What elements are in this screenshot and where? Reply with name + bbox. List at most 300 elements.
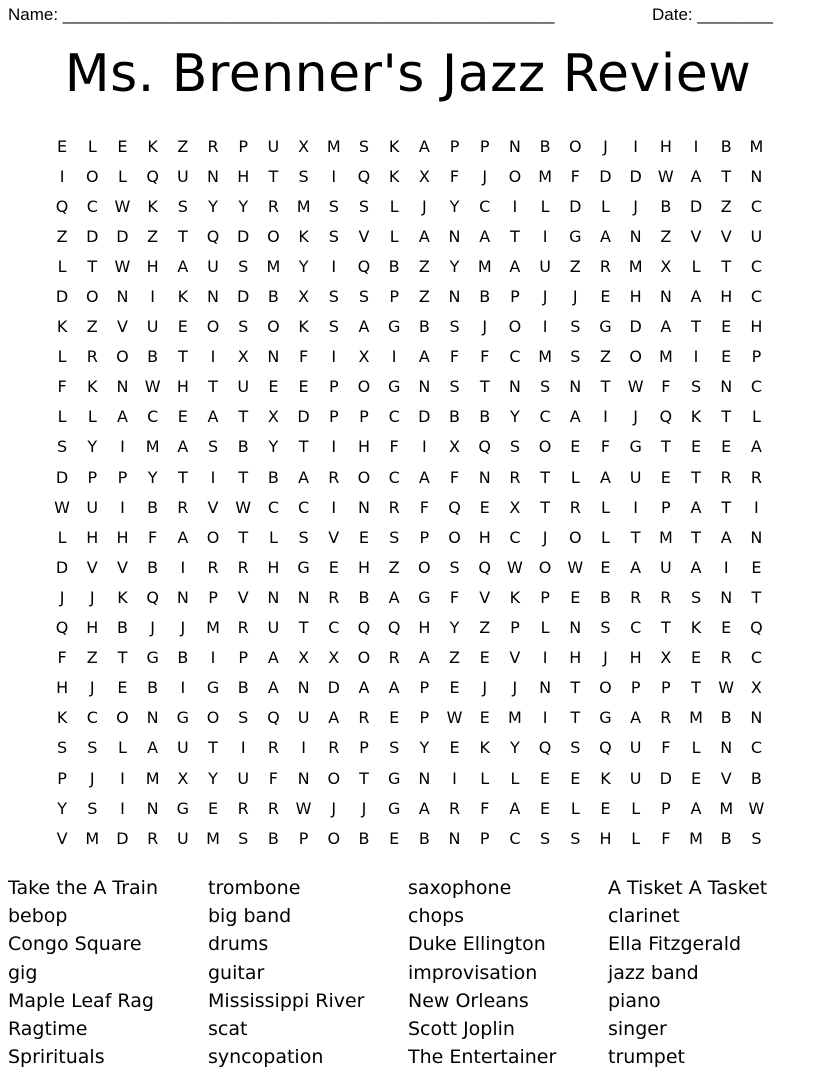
grid-letter: A <box>388 678 400 698</box>
grid-letter: B <box>147 557 159 577</box>
grid-letter: S <box>328 317 339 337</box>
grid-letter: Y <box>147 467 158 487</box>
grid-letter: Q <box>387 618 401 638</box>
grid-letter: D <box>55 287 69 307</box>
grid-letter: S <box>600 618 611 638</box>
grid-letter: B <box>147 347 159 367</box>
grid-letter: E <box>449 738 460 758</box>
grid-letter: D <box>629 317 642 337</box>
grid-letter: B <box>750 768 762 788</box>
grid-letter: N <box>569 618 582 638</box>
grid-letter: N <box>146 708 159 728</box>
grid-letter: J <box>59 587 65 607</box>
grid-letter: A <box>599 226 611 246</box>
grid-letter: O <box>629 347 642 367</box>
grid-letter: E <box>540 798 551 818</box>
grid-letter: R <box>237 557 249 577</box>
grid-letter: R <box>599 256 612 276</box>
grid-letter: T <box>540 467 550 487</box>
grid-letter: U <box>86 497 99 517</box>
grid-letter: B <box>177 648 189 668</box>
grid-letter: E <box>268 377 279 397</box>
grid-letter: U <box>659 557 672 577</box>
grid-letter: I <box>542 226 548 246</box>
grid-letter: N <box>720 587 733 607</box>
grid-letter: H <box>418 618 431 638</box>
grid-letter: H <box>478 527 491 547</box>
grid-letter: M <box>206 618 220 638</box>
grid-letter: C <box>509 347 521 367</box>
grid-letter: E <box>751 557 762 577</box>
grid-letter: R <box>86 347 98 367</box>
grid-letter: F <box>57 377 67 397</box>
grid-letter: L <box>57 407 67 427</box>
grid-letter: M <box>296 196 311 216</box>
word-list-item: Duke Ellington <box>408 933 546 956</box>
grid-letter: F <box>389 437 399 457</box>
grid-letter: K <box>117 587 128 607</box>
grid-letter: T <box>751 587 762 607</box>
grid-letter: S <box>509 437 520 457</box>
grid-letter: N <box>297 678 310 698</box>
grid-letter: F <box>600 437 611 457</box>
grid-letter: B <box>116 618 128 638</box>
grid-letter: E <box>600 798 611 818</box>
grid-letter: S <box>570 317 581 337</box>
grid-letter: N <box>207 287 220 307</box>
grid-letter: I <box>542 648 548 668</box>
grid-letter: K <box>147 196 158 216</box>
grid-letter: H <box>86 527 99 547</box>
grid-letter: N <box>478 467 491 487</box>
grid-letter: R <box>388 497 400 517</box>
grid-letter: S <box>57 738 68 758</box>
word-list-item: big band <box>208 905 292 928</box>
grid-letter: L <box>268 527 278 547</box>
grid-letter: I <box>331 437 337 457</box>
grid-letter: O <box>357 377 371 397</box>
grid-letter: B <box>660 196 672 216</box>
grid-letter: S <box>570 828 581 848</box>
grid-letter: E <box>298 377 309 397</box>
grid-letter: S <box>298 166 309 186</box>
grid-letter: Z <box>86 648 98 668</box>
grid-letter: K <box>479 738 490 758</box>
grid-letter: O <box>599 678 612 698</box>
grid-letter: P <box>419 708 430 728</box>
word-list-item: Congo Square <box>8 933 142 956</box>
grid-letter: W <box>567 557 584 577</box>
grid-letter: X <box>509 497 521 517</box>
grid-letter: A <box>690 557 702 577</box>
grid-letter: C <box>388 467 400 487</box>
grid-letter: S <box>328 196 339 216</box>
word-list-item: trombone <box>208 877 301 899</box>
grid-letter: N <box>720 377 733 397</box>
grid-letter: L <box>118 166 127 186</box>
grid-letter: A <box>630 708 642 728</box>
grid-letter: Q <box>599 738 612 758</box>
grid-letter: U <box>539 256 551 276</box>
grid-letter: K <box>690 407 702 427</box>
grid-letter: S <box>449 377 460 397</box>
grid-letter: L <box>87 407 97 427</box>
grid-letter: A <box>630 557 642 577</box>
word-list-item: trumpet <box>608 1046 686 1069</box>
grid-letter: Y <box>449 618 460 638</box>
grid-letter: C <box>509 527 521 547</box>
grid-letter: W <box>748 798 765 818</box>
grid-letter: P <box>540 587 550 607</box>
grid-letter: E <box>479 708 490 728</box>
grid-letter: I <box>210 347 216 367</box>
grid-letter: E <box>389 828 400 848</box>
grid-letter: Q <box>448 497 461 517</box>
grid-letter: M <box>508 708 522 728</box>
word-list-item: Maple Leaf Rag <box>8 989 154 1012</box>
grid-letter: U <box>146 317 159 337</box>
grid-letter: N <box>297 587 310 607</box>
grid-letter: R <box>358 708 370 728</box>
grid-letter: L <box>540 618 550 638</box>
grid-letter: X <box>177 768 189 788</box>
grid-letter: J <box>89 587 95 607</box>
grid-letter: R <box>509 467 521 487</box>
grid-letter: O <box>508 166 522 186</box>
grid-letter: R <box>237 798 249 818</box>
grid-letter: S <box>57 437 68 457</box>
grid-letter: S <box>177 196 188 216</box>
grid-letter: O <box>568 136 582 156</box>
grid-letter: T <box>600 377 611 397</box>
grid-letter: C <box>750 196 762 216</box>
grid-letter: R <box>328 738 340 758</box>
grid-letter: U <box>629 738 642 758</box>
grid-letter: Z <box>56 226 68 246</box>
grid-letter: X <box>660 256 672 276</box>
grid-letter: G <box>387 798 401 818</box>
grid-letter: K <box>298 317 309 337</box>
grid-letter: D <box>55 557 69 577</box>
grid-letter: T <box>660 618 671 638</box>
grid-letter: Z <box>418 256 430 276</box>
grid-letter: M <box>538 347 552 367</box>
grid-letter: D <box>689 196 703 216</box>
grid-letter: R <box>720 467 732 487</box>
grid-letter: U <box>629 768 642 788</box>
grid-letter: Y <box>238 196 249 216</box>
grid-letter: S <box>751 828 762 848</box>
grid-letter: A <box>388 587 400 607</box>
grid-letter: B <box>720 708 732 728</box>
grid-letter: Z <box>720 196 732 216</box>
grid-letter: P <box>238 648 249 668</box>
grid-letter: D <box>116 828 129 848</box>
grid-letter: D <box>116 226 129 246</box>
grid-letter: P <box>57 768 67 788</box>
grid-letter: G <box>599 317 612 337</box>
grid-letter: D <box>327 678 340 698</box>
grid-letter: I <box>150 287 156 307</box>
word-list-item: gig <box>8 961 38 984</box>
grid-letter: O <box>327 768 341 788</box>
grid-letter: A <box>690 166 702 186</box>
grid-letter: I <box>180 557 186 577</box>
grid-letter: T <box>540 497 550 517</box>
grid-letter: I <box>723 557 729 577</box>
grid-letter: N <box>720 738 733 758</box>
grid-letter: Y <box>87 437 98 457</box>
grid-letter: T <box>721 166 732 186</box>
grid-letter: R <box>177 497 189 517</box>
grid-letter: I <box>542 708 548 728</box>
grid-letter: T <box>208 738 218 758</box>
grid-letter: P <box>661 798 671 818</box>
grid-letter: D <box>237 287 250 307</box>
grid-letter: R <box>328 587 340 607</box>
grid-letter: A <box>720 527 732 547</box>
grid-letter: H <box>750 317 763 337</box>
grid-letter: O <box>327 828 341 848</box>
grid-letter: I <box>120 437 125 457</box>
grid-letter: R <box>720 648 732 668</box>
grid-letter: Q <box>146 166 159 186</box>
grid-letter: E <box>57 136 68 156</box>
grid-letter: F <box>480 347 490 367</box>
grid-letter: V <box>207 497 219 517</box>
grid-letter: P <box>389 287 399 307</box>
grid-letter: A <box>418 347 430 367</box>
grid-letter: C <box>479 196 491 216</box>
word-list-item: guitar <box>208 961 265 984</box>
grid-letter: B <box>147 497 159 517</box>
grid-letter: P <box>751 347 762 367</box>
grid-letter: B <box>358 587 370 607</box>
grid-letter: A <box>750 437 762 457</box>
grid-letter: D <box>86 226 99 246</box>
grid-letter: X <box>237 347 249 367</box>
grid-letter: E <box>721 347 732 367</box>
grid-letter: L <box>631 798 641 818</box>
grid-letter: X <box>267 407 279 427</box>
grid-letter: P <box>419 678 430 698</box>
name-line: Name: ____________________________________________________ <box>8 5 555 24</box>
word-list-item: singer <box>608 1017 667 1040</box>
grid-letter: O <box>508 317 522 337</box>
grid-letter: F <box>449 467 460 487</box>
grid-letter: U <box>267 618 280 638</box>
grid-letter: J <box>542 287 548 307</box>
grid-letter: I <box>693 136 699 156</box>
grid-letter: V <box>116 317 128 337</box>
word-list-item: bebop <box>8 905 68 928</box>
page-title: Ms. Brenner's Jazz Review <box>64 44 752 104</box>
grid-letter: G <box>418 587 431 607</box>
grid-letter: V <box>237 587 249 607</box>
grid-letter: K <box>690 618 702 638</box>
word-list-item: Ella Fitzgerald <box>608 933 742 956</box>
grid-letter: P <box>117 467 128 487</box>
grid-letter: N <box>357 497 370 517</box>
grid-letter: P <box>479 136 490 156</box>
grid-letter: Q <box>55 196 69 216</box>
grid-letter: P <box>449 136 460 156</box>
grid-letter: U <box>629 467 642 487</box>
grid-letter: C <box>86 196 98 216</box>
grid-letter: W <box>627 377 644 397</box>
grid-letter: Y <box>449 196 460 216</box>
grid-letter: E <box>690 437 702 457</box>
grid-letter: A <box>328 708 340 728</box>
grid-letter: S <box>207 437 219 457</box>
grid-letter: N <box>508 136 521 156</box>
grid-letter: M <box>477 256 492 276</box>
grid-letter: U <box>297 708 310 728</box>
grid-letter: O <box>568 527 582 547</box>
grid-letter: M <box>326 136 341 156</box>
grid-letter: N <box>448 226 461 246</box>
grid-letter: T <box>691 317 701 337</box>
grid-letter: E <box>449 678 460 698</box>
grid-letter: L <box>540 196 550 216</box>
grid-letter: O <box>448 527 461 547</box>
grid-letter: H <box>659 136 672 156</box>
grid-letter: L <box>510 768 520 788</box>
grid-letter: D <box>659 768 672 788</box>
grid-letter: L <box>631 828 641 848</box>
grid-letter: I <box>452 768 457 788</box>
grid-letter: G <box>629 437 642 457</box>
grid-letter: K <box>56 317 68 337</box>
grid-letter: A <box>267 678 279 698</box>
grid-letter: R <box>207 136 219 156</box>
grid-letter: T <box>177 467 188 487</box>
grid-letter: Z <box>418 287 430 307</box>
grid-letter: Z <box>569 256 581 276</box>
worksheet-header <box>8 5 808 27</box>
grid-letter: X <box>298 287 310 307</box>
grid-letter: E <box>177 407 188 427</box>
grid-letter: S <box>358 136 370 156</box>
grid-letter: J <box>150 618 156 638</box>
grid-letter: W <box>114 256 131 276</box>
grid-letter: N <box>267 347 280 367</box>
grid-letter: U <box>267 136 280 156</box>
grid-letter: Y <box>208 196 218 216</box>
grid-letter: A <box>298 467 310 487</box>
grid-letter: A <box>418 136 430 156</box>
grid-letter: N <box>750 527 763 547</box>
grid-letter: X <box>449 437 461 457</box>
grid-letter: V <box>720 768 732 788</box>
grid-letter: J <box>361 798 367 818</box>
grid-letter: G <box>599 708 612 728</box>
grid-letter: X <box>298 136 310 156</box>
grid-letter: A <box>418 226 430 246</box>
grid-letter: P <box>328 377 339 397</box>
grid-letter: E <box>328 557 339 577</box>
grid-letter: U <box>237 377 250 397</box>
grid-letter: M <box>538 166 552 186</box>
grid-letter: W <box>295 798 312 818</box>
grid-letter: P <box>630 678 641 698</box>
grid-letter: I <box>210 467 216 487</box>
word-list-item: A Tisket A Tasket <box>608 877 768 899</box>
grid-letter: E <box>358 527 370 547</box>
grid-letter: E <box>721 437 732 457</box>
grid-letter: H <box>569 648 582 668</box>
grid-letter: N <box>418 768 431 788</box>
word-list-item: improvisation <box>408 961 538 984</box>
grid-letter: L <box>118 738 127 758</box>
grid-letter: Q <box>538 738 552 758</box>
grid-letter: R <box>388 648 400 668</box>
grid-letter: X <box>328 648 340 668</box>
grid-letter: L <box>570 467 580 487</box>
grid-letter: S <box>87 738 98 758</box>
grid-letter: U <box>176 738 189 758</box>
grid-letter: R <box>750 467 762 487</box>
date-line: Date: ________ <box>652 5 773 24</box>
grid-letter: L <box>57 527 67 547</box>
grid-letter: P <box>510 287 520 307</box>
grid-letter: T <box>721 256 732 276</box>
grid-letter: Q <box>357 256 371 276</box>
grid-letter: W <box>506 557 523 577</box>
grid-letter: B <box>267 828 279 848</box>
grid-letter: T <box>238 407 249 427</box>
grid-letter: G <box>387 768 401 788</box>
grid-letter: G <box>297 557 310 577</box>
grid-letter: A <box>479 226 491 246</box>
grid-letter: M <box>206 828 220 848</box>
grid-letter: B <box>147 678 159 698</box>
grid-letter: J <box>633 196 639 216</box>
grid-letter: R <box>630 587 642 607</box>
grid-letter: R <box>237 618 249 638</box>
grid-letter: E <box>690 648 702 668</box>
grid-letter: I <box>59 166 65 186</box>
grid-letter: T <box>238 527 249 547</box>
grid-letter: P <box>661 678 671 698</box>
letter-grid <box>47 131 772 853</box>
grid-letter: E <box>660 467 671 487</box>
grid-letter: J <box>331 798 337 818</box>
grid-letter: B <box>449 407 461 427</box>
grid-letter: A <box>177 527 189 547</box>
grid-letter: Y <box>298 256 309 276</box>
grid-letter: J <box>482 166 488 186</box>
grid-letter: T <box>510 226 520 246</box>
grid-letter: S <box>540 377 551 397</box>
grid-letter: N <box>146 798 159 818</box>
word-list-item: scat <box>208 1017 248 1040</box>
grid-letter: I <box>542 317 548 337</box>
grid-letter: Q <box>659 407 673 427</box>
grid-letter: A <box>418 648 430 668</box>
grid-letter: G <box>206 678 220 698</box>
grid-letter: J <box>482 317 488 337</box>
grid-letter: Y <box>57 798 67 818</box>
grid-letter: C <box>328 618 340 638</box>
grid-letter: J <box>180 618 186 638</box>
grid-letter: C <box>539 407 551 427</box>
grid-letter: M <box>689 708 703 728</box>
grid-letter: F <box>570 166 580 186</box>
grid-letter: O <box>85 287 99 307</box>
grid-letter: P <box>208 587 218 607</box>
grid-letter: J <box>89 678 95 698</box>
